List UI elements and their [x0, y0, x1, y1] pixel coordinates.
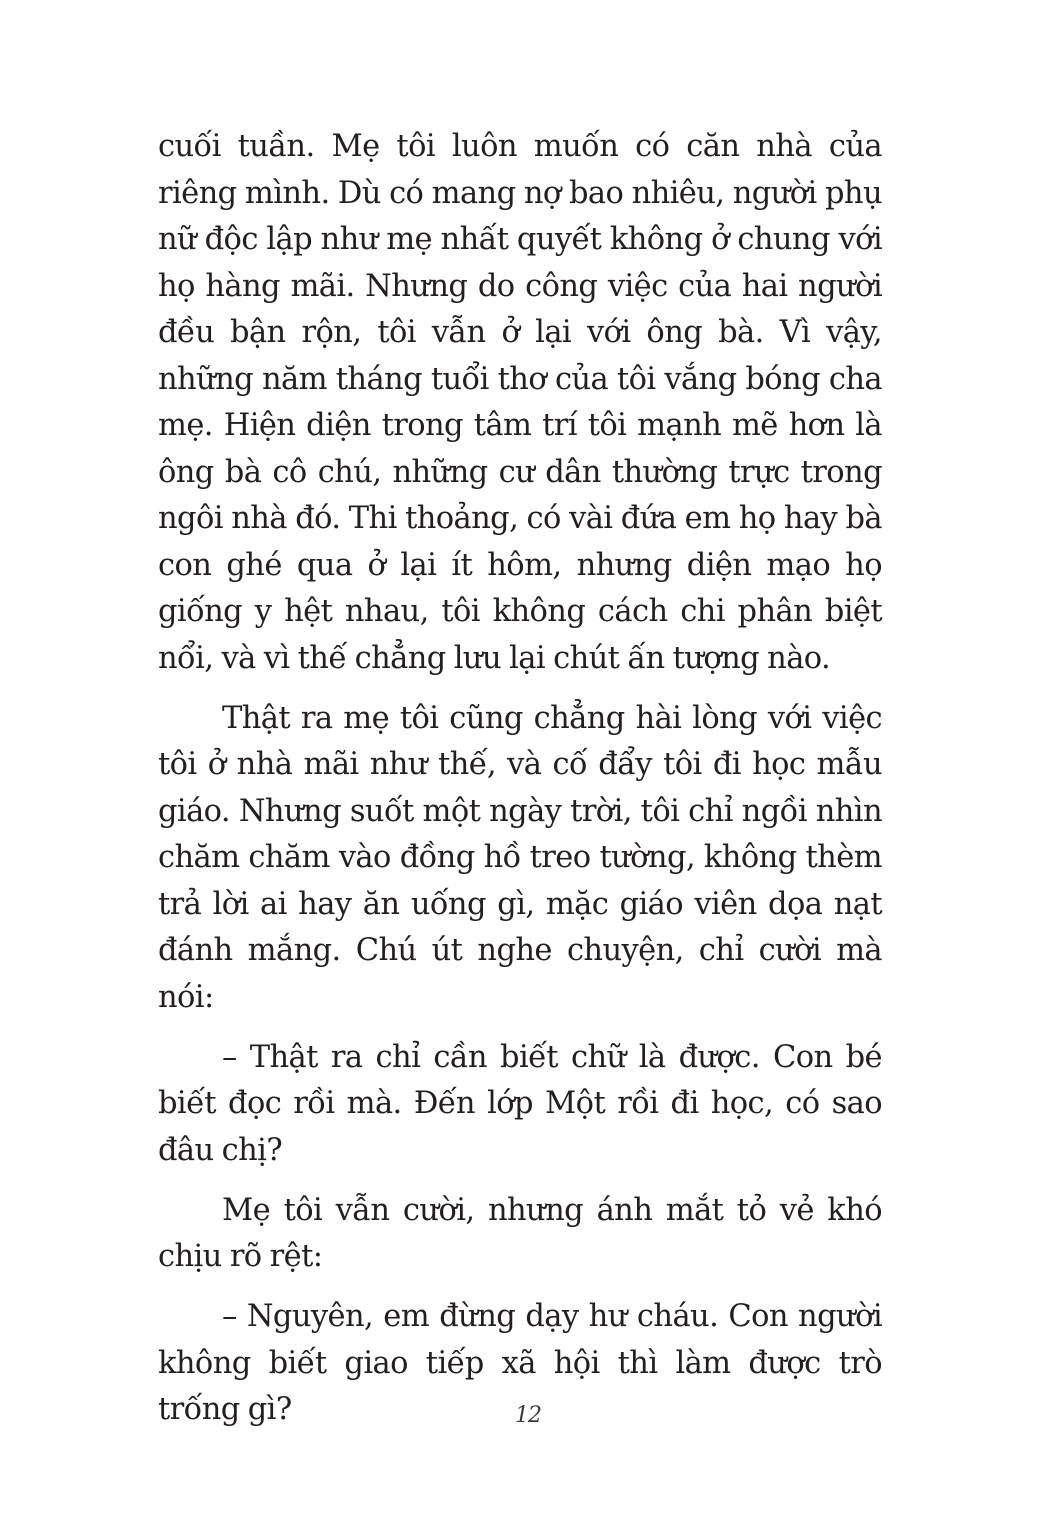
paragraph-4: Mẹ tôi vẫn cười, nhưng ánh mắt tỏ vẻ khó chịu rõ rệt: — [158, 1192, 882, 1274]
paragraph-2: Thật ra mẹ tôi cũng chẳng hài lòng với việc tôi ở nhà mãi như thế, và cố đẩy tôi đi học mẫu giáo. Nhưng suốt một ngày trời, tôi chỉ ngồi nhìn chăm chăm vào đồng hồ treo tường, không thèm trả lời ai hay ăn uống gì, mặc giáo viên dọa nạt đánh mắng. Chú út nghe chuyện, chỉ cười mà nói: — [158, 700, 882, 1015]
page-number: 12 — [515, 1403, 541, 1428]
paragraph-1: cuối tuần. Mẹ tôi luôn muốn có căn nhà của riêng mình. Dù có mang nợ bao nhiêu, người phụ nữ độc lập như mẹ nhất quyết không ở chung với họ hàng mãi. Nhưng do công việc của hai người đều bận rộn, tôi vẫn ở lại với ông bà. Vì vậy, những năm tháng tuổi thơ của tôi vắng bóng cha mẹ. Hiện diện trong tâm trí tôi mạnh mẽ hơn là ông bà cô chú, những cư dân thường trực trong ngôi nhà đó. Thi thoảng, có vài đứa em họ hay bà con ghé qua ở lại ít hôm, nhưng diện mạo họ giống y hệt nhau, tôi không cách chi phân biệt nổi, và vì thế chẳng lưu lại chút ấn tượng nào. — [158, 129, 882, 676]
paragraph-3-dialogue: – Thật ra chỉ cần biết chữ là được. Con bé biết đọc rồi mà. Đến lớp Một rồi đi học, có sao đâu chị? — [158, 1039, 882, 1168]
paragraph-5-dialogue: – Nguyên, em đừng dạy hư cháu. Con người không biết giao tiếp xã hội thì làm được trò trống gì? — [158, 1299, 882, 1427]
body-text — [158, 124, 882, 1447]
